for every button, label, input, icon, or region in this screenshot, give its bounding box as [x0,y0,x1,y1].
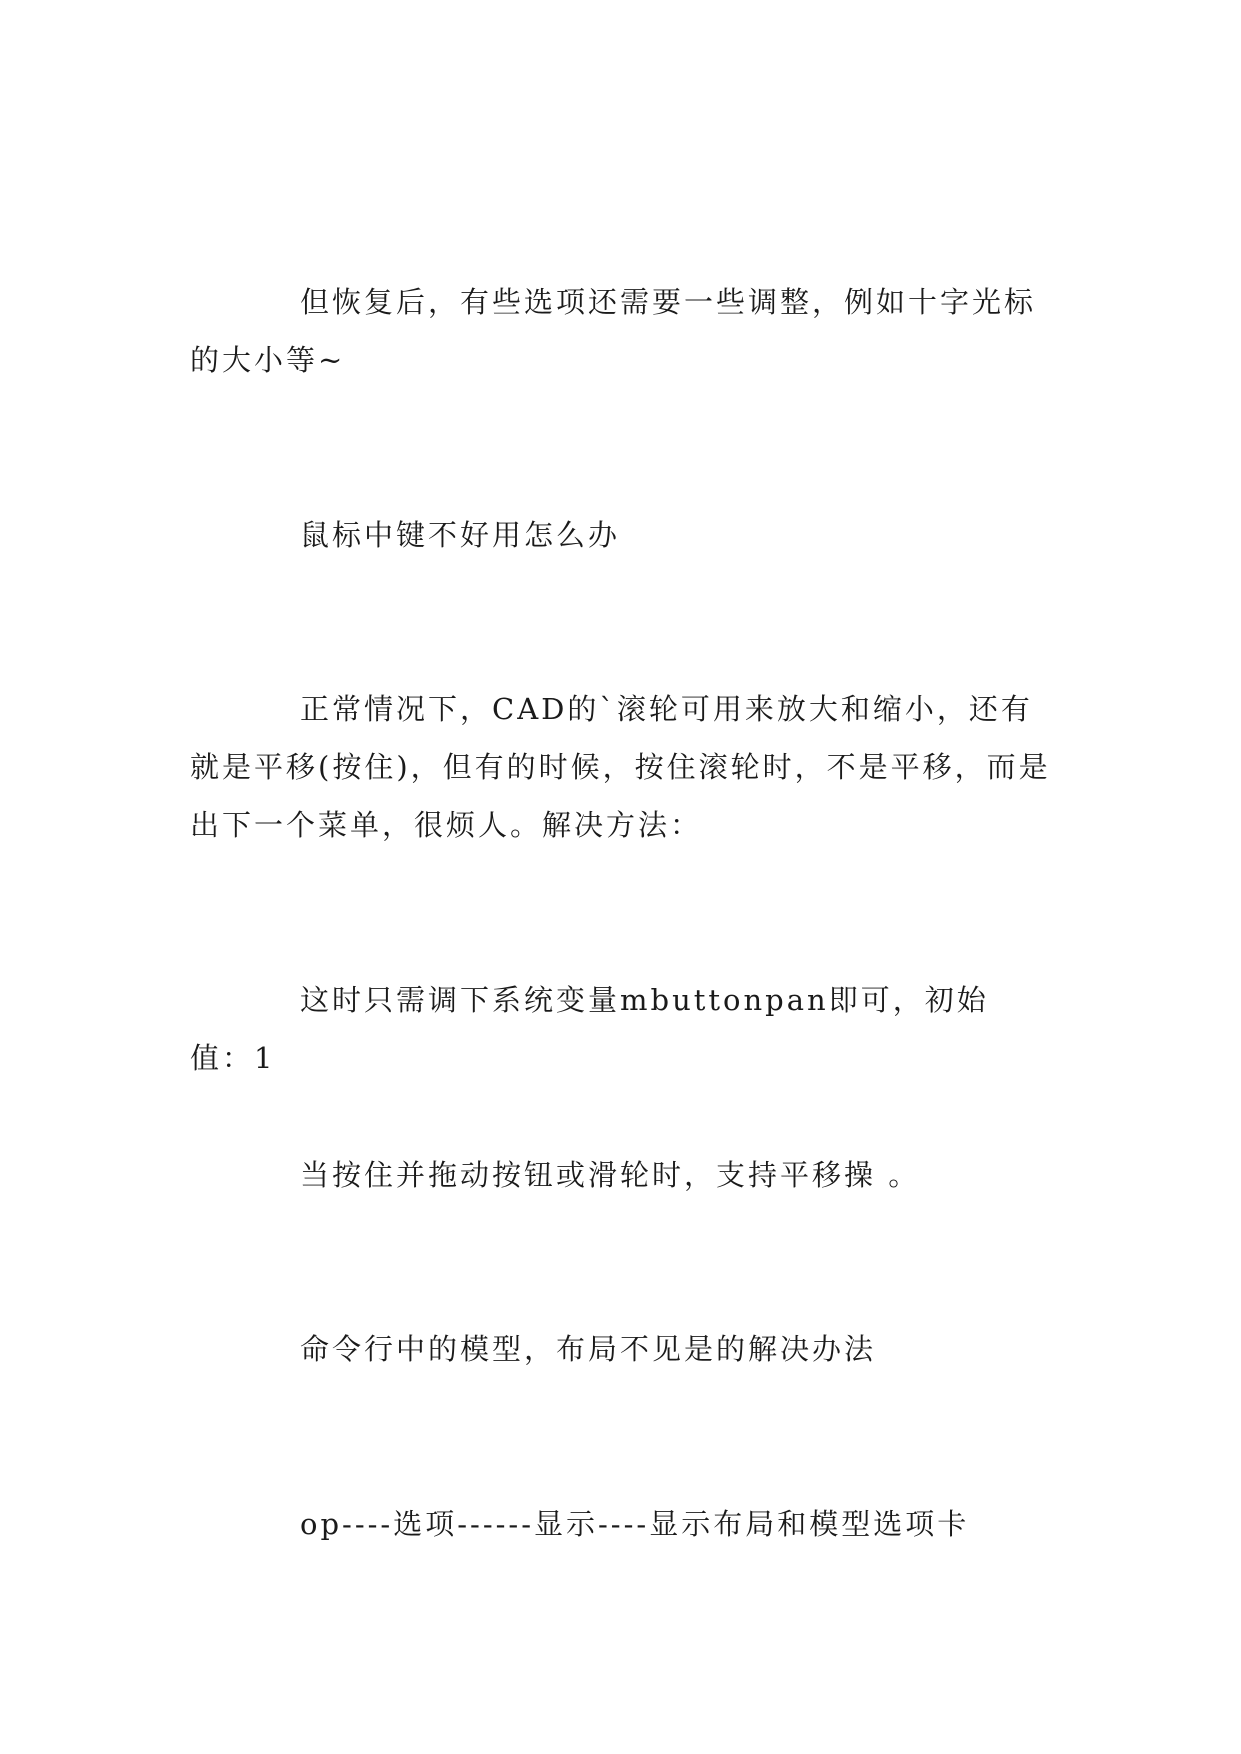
heading-middle-button-issue: 鼠标中键不好用怎么办 [300,518,621,552]
paragraph-scroll-wheel-behavior: 正常情况下，CAD的`滚轮可用来放大和缩小，还有就是平移(按住)，但有的时候，按住滚轮时，不是平移，而是出下一个菜单，很烦人。解决方法： [190,692,1051,842]
heading-model-layout-missing: 命令行中的模型，布局不见是的解决办法 [300,1332,877,1366]
paragraph-mbuttonpan-variable: 这时只需调下系统变量mbuttonpan即可，初始值：1 [190,983,989,1075]
paragraph-crosshair-adjustment: 但恢复后，有些选项还需要一些调整，例如十字光标的大小等~ [190,285,1037,377]
paragraph-options-path: op----选项------显示----显示布局和模型选项卡 [300,1507,970,1541]
paragraph-pan-support: 当按住并拖动按钮或滑轮时，支持平移操 。 [300,1158,921,1192]
